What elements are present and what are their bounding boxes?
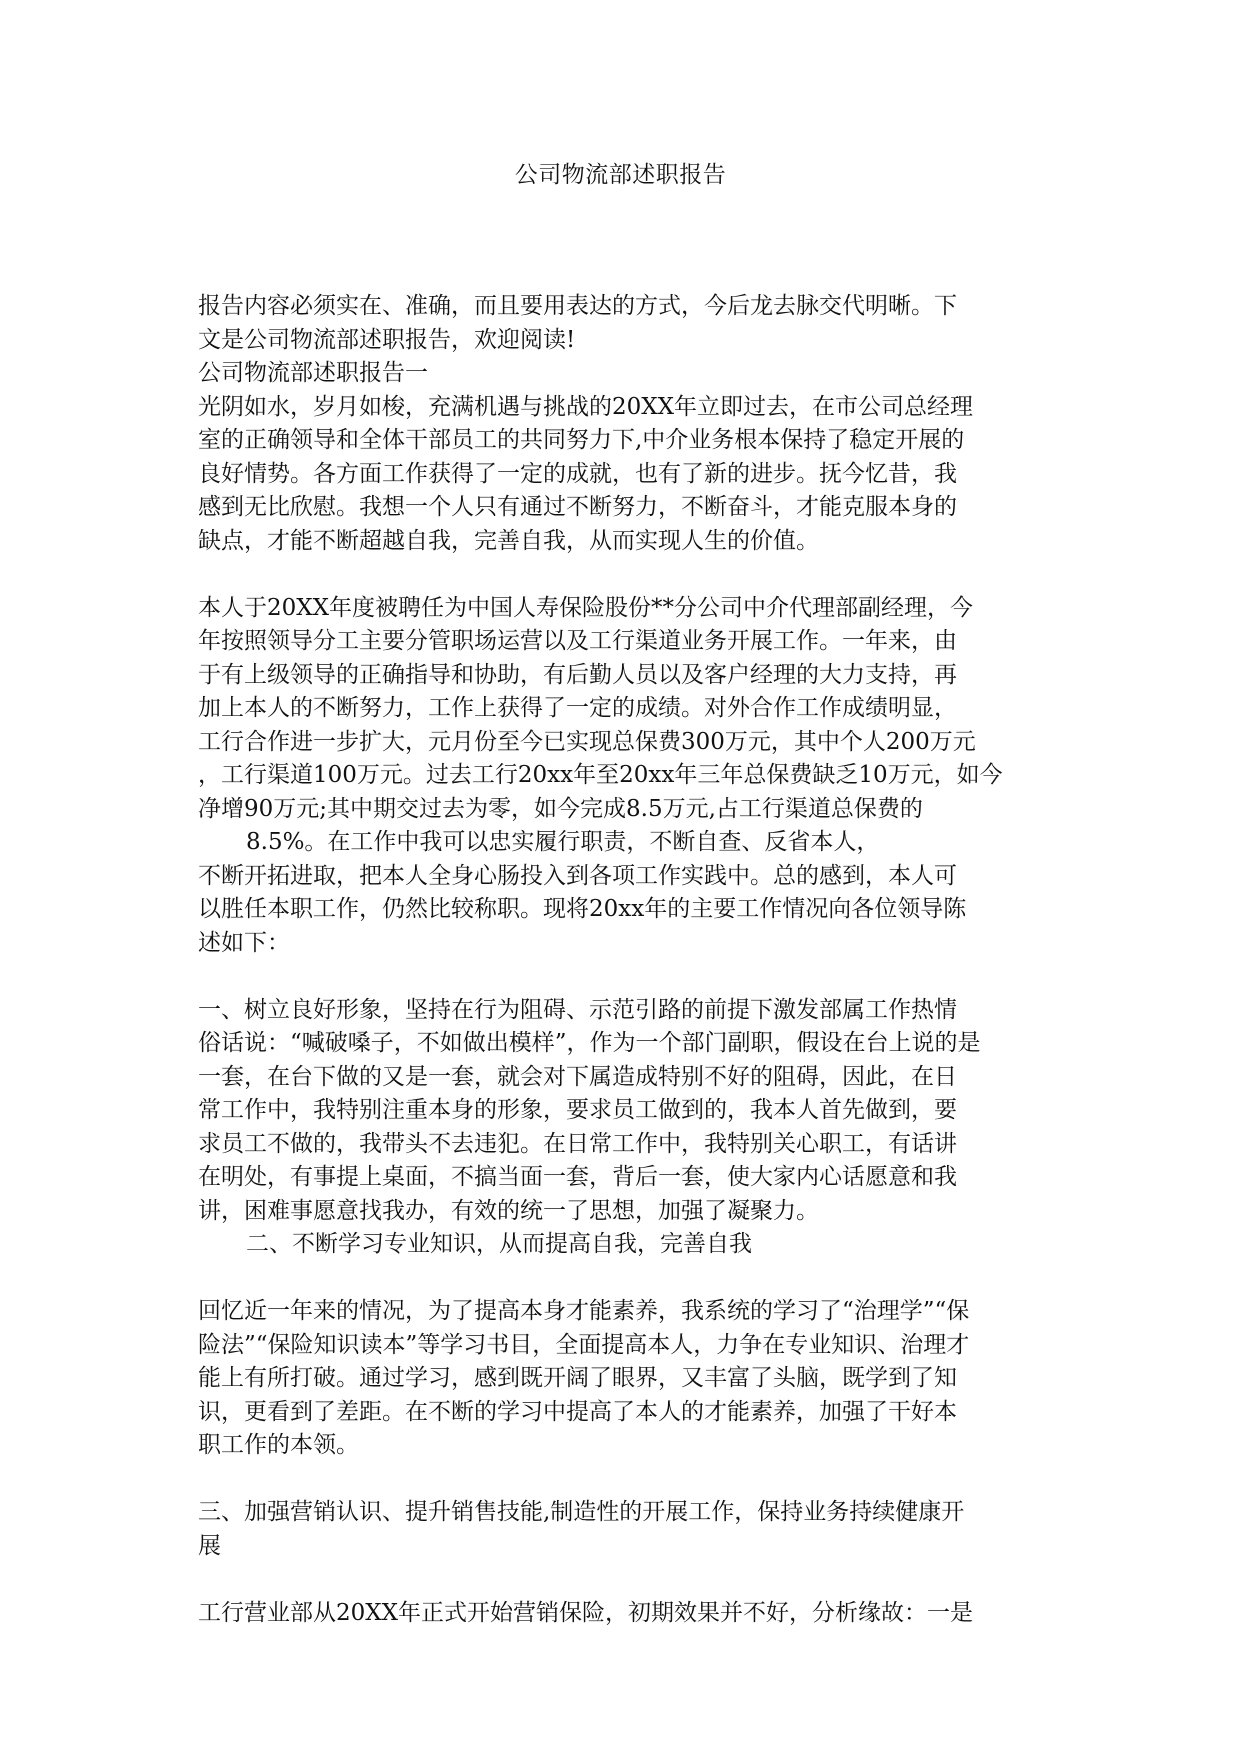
section-heading: 三、加强营销认识、提升销售技能,制造性的开展工作，保持业务持续健康开 bbox=[198, 1499, 965, 1525]
text-line: 求员工不做的，我带头不去违犯。在日常工作中，我特别关心职工，有话讲 bbox=[198, 1130, 957, 1157]
text-line: 讲，困难事愿意找我办，有效的统一了思想，加强了凝聚力。 bbox=[198, 1197, 819, 1224]
section-heading: 二、不断学习专业知识，从而提高自我，完善自我 bbox=[246, 1231, 752, 1257]
paragraph-gap bbox=[198, 558, 1043, 592]
text-line: 不断开拓进取，把本人全身心肠投入到各项工作实践中。总的感到，本人可 bbox=[198, 862, 957, 889]
section-heading: 一、树立良好形象，坚持在行为阻碍、示范引路的前提下激发部属工作热情 bbox=[198, 996, 957, 1023]
text-line: 本人于20XX年度被聘任为中国人寿保险股份**分公司中介代理部副经理，今 bbox=[198, 594, 974, 621]
text-line: 险法”“保险知识读本”等学习书目，全面提高本人，力争在专业知识、治理才 bbox=[198, 1331, 970, 1358]
text-line: 良好情势。各方面工作获得了一定的成就，也有了新的进步。抚今忆昔，我 bbox=[198, 460, 957, 487]
text-line: 在明处，有事提上桌面，不搞当面一套，背后一套，使大家内心话愿意和我 bbox=[198, 1164, 957, 1190]
text-line: 工行合作进一步扩大，元月份至今已实现总保费300万元，其中个人200万元 bbox=[198, 728, 976, 755]
section-heading: 公司物流部述职报告一 bbox=[198, 360, 428, 386]
text-line: 一套，在台下做的又是一套，就会对下属造成特别不好的阻碍，因此，在日 bbox=[198, 1063, 957, 1090]
document-title: 公司物流部述职报告 bbox=[514, 162, 727, 188]
text-line: 展 bbox=[198, 1532, 221, 1559]
text-line: 识，更看到了差距。在不断的学习中提高了本人的才能素养，加强了干好本 bbox=[198, 1398, 957, 1425]
text-line: 光阴如水，岁月如梭，充满机遇与挑战的20XX年立即过去，在市公司总经理 bbox=[198, 393, 974, 420]
text-line: 工行营业部从20XX年正式开始营销保险，初期效果并不好，分析缘故：一是 bbox=[198, 1599, 974, 1626]
text-line: 俗话说：“喊破嗓子，不如做出模样”，作为一个部门副职，假设在台上说的是 bbox=[198, 1030, 981, 1056]
paragraph-gap bbox=[198, 1563, 1043, 1597]
text-line: 8.5%。在工作中我可以忠实履行职责，不断自查、反省本人， bbox=[246, 829, 880, 855]
document-body bbox=[198, 290, 1043, 1630]
text-line: 报告内容必须实在、准确，而且要用表达的方式，今后龙去脉交代明晰。下 bbox=[198, 293, 957, 319]
paragraph-gap bbox=[198, 1463, 1043, 1497]
text-line: 职工作的本领。 bbox=[198, 1432, 359, 1458]
paragraph-gap bbox=[198, 1262, 1043, 1296]
text-line: 述如下： bbox=[198, 929, 290, 956]
text-line: 以胜任本职工作，仍然比较称职。现将20xx年的主要工作情况向各位领导陈 bbox=[198, 896, 967, 922]
text-line: 常工作中，我特别注重本身的形象，要求员工做到的，我本人首先做到，要 bbox=[198, 1097, 957, 1123]
text-line: 净增90万元;其中期交过去为零，如今完成8.5万元,占工行渠道总保费的 bbox=[198, 795, 923, 822]
text-line: 加上本人的不断努力，工作上获得了一定的成绩。对外合作工作成绩明显， bbox=[198, 695, 957, 721]
text-line: 回忆近一年来的情况，为了提高本身才能素养，我系统的学习了“治理学”“保 bbox=[198, 1298, 970, 1324]
text-line: 年按照领导分工主要分管职场运营以及工行渠道业务开展工作。一年来，由 bbox=[198, 628, 957, 654]
text-line: 感到无比欣慰。我想一个人只有通过不断努力，不断奋斗，才能克服本身的 bbox=[198, 494, 957, 520]
paragraph-gap bbox=[198, 960, 1043, 994]
text-line: 缺点，才能不断超越自我，完善自我，从而实现人生的价值。 bbox=[198, 527, 819, 554]
text-line: ，工行渠道100万元。过去工行20xx年至20xx年三年总保费缺乏10万元，如今 bbox=[198, 762, 1003, 788]
text-line: 室的正确领导和全体干部员工的共同努力下,中介业务根本保持了稳定开展的 bbox=[198, 427, 965, 453]
text-line: 于有上级领导的正确指导和协助，有后勤人员以及客户经理的大力支持，再 bbox=[198, 661, 957, 688]
text-line: 文是公司物流部述职报告，欢迎阅读! bbox=[198, 326, 576, 353]
text-line: 能上有所打破。通过学习，感到既开阔了眼界，又丰富了头脑，既学到了知 bbox=[198, 1365, 957, 1391]
